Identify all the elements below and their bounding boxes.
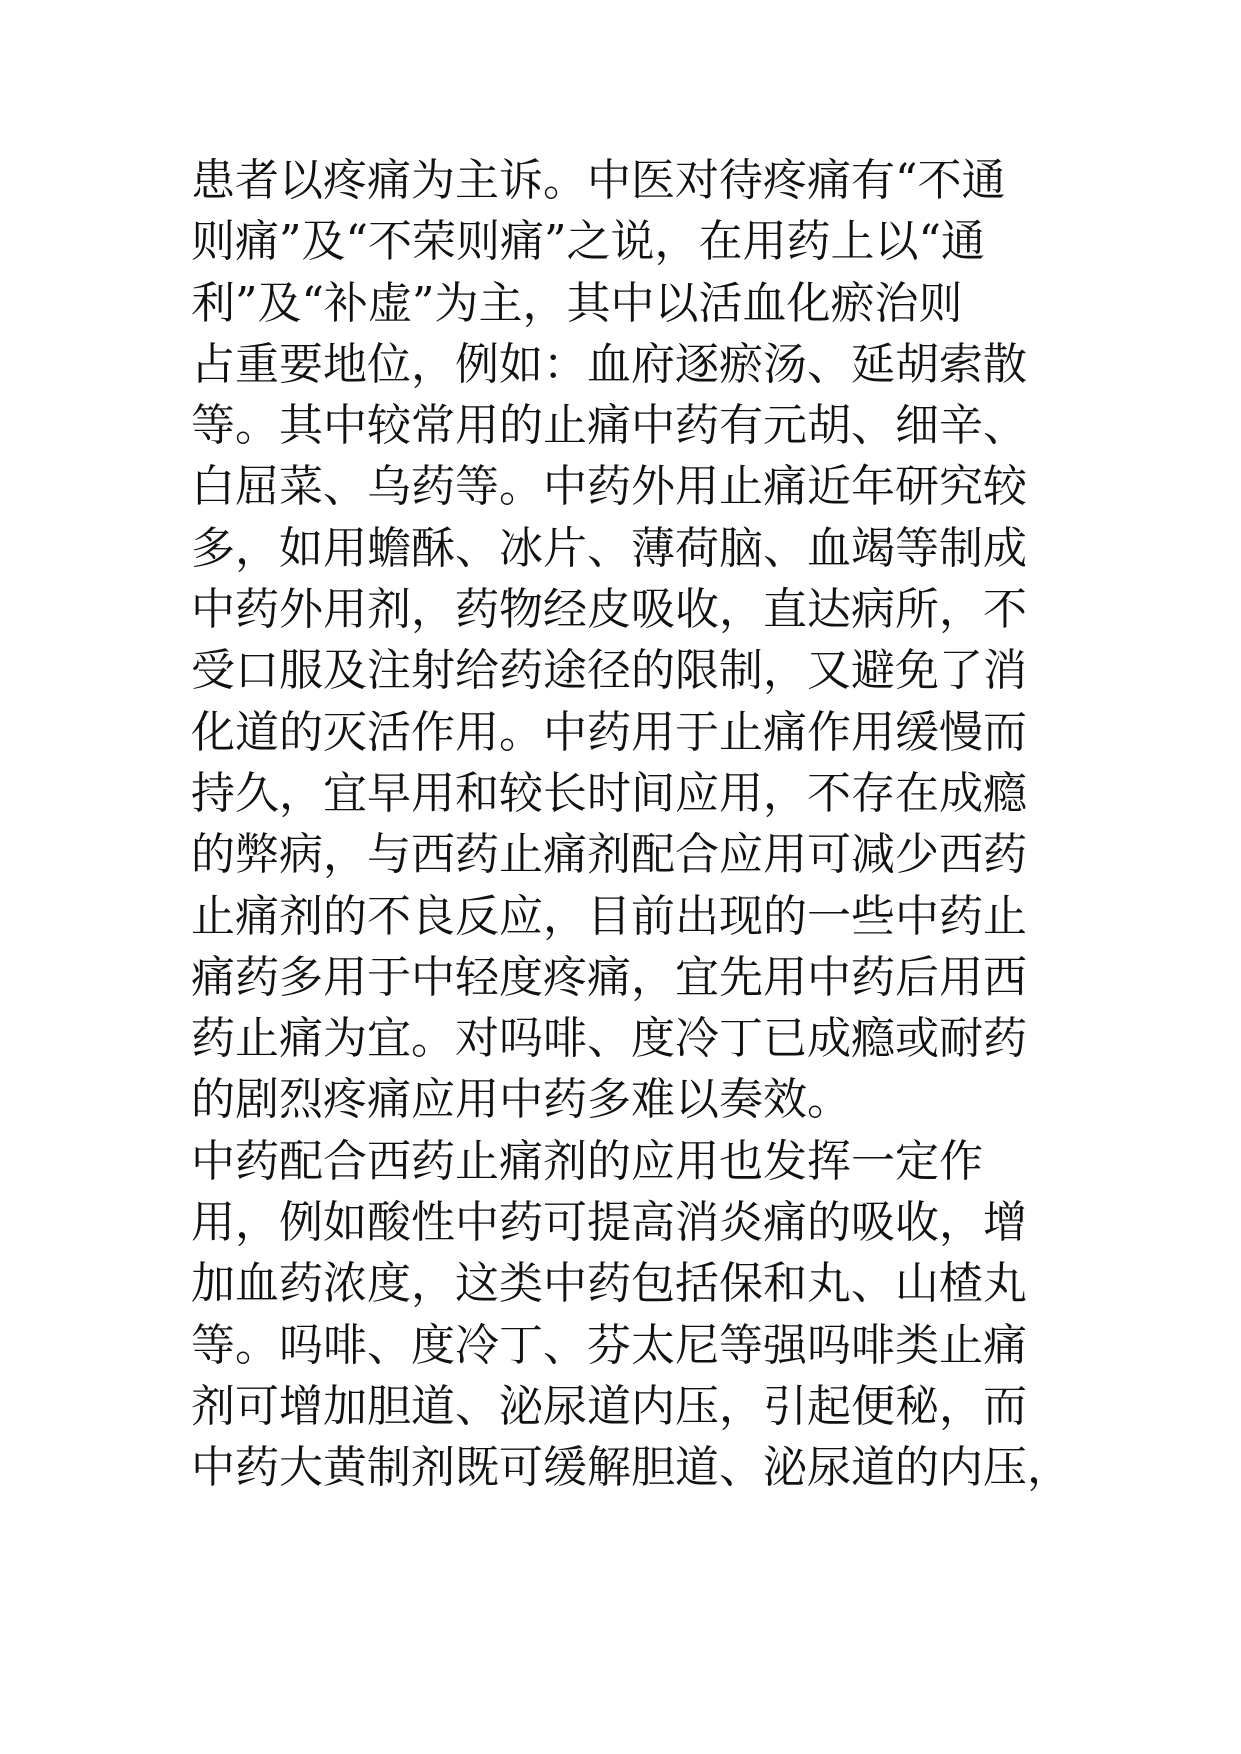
text-line: 中药配合西药止痛剂的应用也发挥一定作 bbox=[191, 1135, 983, 1187]
text-line: 加血药浓度，这类中药包括保和丸、山楂丸 bbox=[191, 1258, 1027, 1310]
text-line: 等。吗啡、度冷丁、芬太尼等强吗啡类止痛 bbox=[191, 1319, 1027, 1371]
text-line: 持久，宜早用和较长时间应用，不存在成瘾 bbox=[191, 767, 1027, 819]
text-line: 用，例如酸性中药可提高消炎痛的吸收，增 bbox=[191, 1197, 1027, 1249]
text-line: 剂可增加胆道、泌尿道内压，引起便秘，而 bbox=[191, 1380, 1027, 1432]
text-line: 利”及“补虚”为主，其中以活血化瘀治则 bbox=[191, 277, 963, 329]
text-line: 的剧烈疼痛应用中药多难以奏效。 bbox=[191, 1074, 851, 1126]
body-text bbox=[191, 150, 1091, 1499]
text-line: 痛药多用于中轻度疼痛，宜先用中药后用西 bbox=[191, 951, 1027, 1003]
text-line: 中药大黄制剂既可缓解胆道、泌尿道的内压， bbox=[191, 1442, 1071, 1494]
text-line: 中药外用剂，药物经皮吸收，直达病所，不 bbox=[191, 584, 1027, 636]
text-line: 止痛剂的不良反应，目前出现的一些中药止 bbox=[191, 890, 1027, 942]
text-line: 药止痛为宜。对吗啡、度冷丁已成瘾或耐药 bbox=[191, 1013, 1027, 1065]
text-line: 化道的灭活作用。中药用于止痛作用缓慢而 bbox=[191, 706, 1027, 758]
text-line: 受口服及注射给药途径的限制，又避免了消 bbox=[191, 645, 1027, 697]
text-line: 等。其中较常用的止痛中药有元胡、细辛、 bbox=[191, 400, 1027, 452]
text-line: 白屈菜、乌药等。中药外用止痛近年研究较 bbox=[191, 461, 1027, 513]
text-line: 的弊病，与西药止痛剂配合应用可减少西药 bbox=[191, 829, 1027, 881]
text-line: 多，如用蟾酥、冰片、薄荷脑、血竭等制成 bbox=[191, 522, 1027, 574]
text-line: 患者以疼痛为主诉。中医对待疼痛有“不通 bbox=[191, 155, 1006, 206]
text-line: 则痛”及“不荣则痛”之说，在用药上以“通 bbox=[191, 216, 985, 268]
text-line: 占重要地位，例如：血府逐瘀汤、延胡索散 bbox=[191, 338, 1027, 390]
